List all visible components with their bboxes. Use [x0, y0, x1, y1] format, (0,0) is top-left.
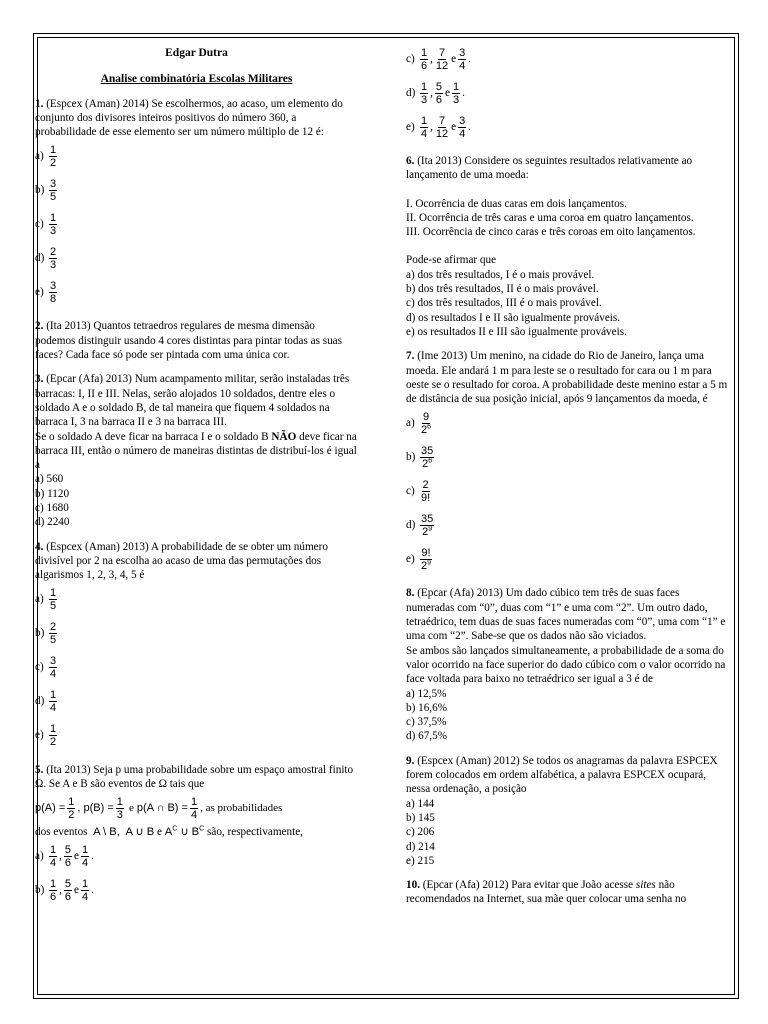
- denominator: 5: [50, 634, 57, 647]
- denominator: 4: [190, 808, 198, 821]
- period: .: [91, 884, 94, 897]
- conjunction: e: [74, 884, 80, 897]
- fraction: [49, 144, 57, 169]
- denominator: 4: [82, 856, 89, 869]
- conjunction: e: [451, 120, 457, 133]
- numerator: 35: [421, 512, 434, 525]
- numerator: 3: [50, 177, 57, 190]
- q3-option-a: a) 560: [35, 473, 64, 486]
- q4-option-d: [35, 685, 358, 719]
- question-9: [406, 754, 728, 868]
- option-label: c): [35, 661, 44, 674]
- period: .: [91, 850, 94, 863]
- fraction: [435, 47, 449, 72]
- denominator: 4: [459, 59, 466, 72]
- numerator: 1: [421, 114, 428, 127]
- fraction: [420, 81, 428, 106]
- option-label: d): [35, 252, 45, 265]
- denominator: 3: [116, 808, 123, 821]
- option-label: c): [406, 52, 415, 65]
- fraction: [116, 796, 124, 821]
- option-label: a): [35, 850, 44, 863]
- q7-option-c: [406, 474, 728, 508]
- fraction: [435, 115, 449, 140]
- option-label: a): [35, 593, 44, 606]
- q1-option-d: [35, 241, 358, 275]
- q3-option-b: b) 1120: [35, 487, 70, 500]
- exponent: 6: [427, 423, 432, 431]
- document-subtitle: Analise combinatória Escolas Militares: [100, 73, 293, 86]
- denominator: 3: [421, 93, 428, 106]
- fraction: [435, 81, 443, 106]
- question-number: 4.: [35, 540, 44, 553]
- numerator: 3: [459, 114, 466, 127]
- question-number: 10.: [406, 879, 420, 892]
- denominator: 6: [50, 890, 57, 903]
- base: 2: [421, 423, 428, 436]
- numerator: 1: [421, 46, 428, 59]
- question-number: 3.: [35, 373, 44, 386]
- question-6: [406, 154, 728, 339]
- q6-option-d: d) os resultados I e II são igualmente prováveis.: [406, 311, 621, 324]
- event-complement-union: [165, 826, 204, 838]
- numerator: 1: [50, 723, 57, 736]
- denominator: 4: [82, 890, 89, 903]
- q1-options: [35, 139, 358, 309]
- fraction: [64, 844, 72, 869]
- question-number: 5.: [35, 763, 44, 776]
- fraction: [81, 878, 89, 903]
- denominator: 2: [50, 156, 57, 169]
- numerator: 3: [459, 46, 466, 59]
- denominator: 6: [64, 856, 72, 869]
- question-text: (Espcex (Aman) 2012) Se todos os anagramas da palavra ESPCEX forem colocados em ordem alfabética, a palavra ESPCEX ocupará, nessa ordenação, a posição: [406, 754, 718, 796]
- question-3: [35, 372, 358, 529]
- q1-option-b: [35, 173, 358, 207]
- q3-option-c: c) 1680: [35, 502, 69, 515]
- denominator: 8: [50, 292, 57, 305]
- question-text: (Ime 2013) Um menino, na cidade do Rio de Janeiro, lança uma moeda. Ele andará 1 m para leste se o resultado for cara ou 1 m para oeste se o resultado for coroa. A probabilidade deste menino estar a 5 m de distância de sua posição inicial, após 9 lançamentos da moeda, é: [406, 350, 728, 406]
- question-text: não recomendados na Internet, sua mãe quer colocar uma senha no: [406, 879, 687, 906]
- events-suffix: são, respectivamente,: [204, 826, 303, 839]
- numerator: 2: [50, 621, 57, 634]
- question-number: 2.: [35, 320, 44, 333]
- emphasis-not: NÃO: [271, 430, 297, 443]
- union-b: ∪ B: [177, 826, 200, 839]
- formula-tail: , as probabilidades: [200, 801, 283, 814]
- q5-option-b: b) $\frac{1}{6}$ , $\frac{5}{6}$ e $\frac{1}{4}$ .: [35, 877, 94, 903]
- numerator: 7: [438, 46, 446, 59]
- denominator: 3: [50, 224, 57, 237]
- q9-option-c: c) 206: [406, 826, 435, 839]
- fraction: [458, 115, 466, 140]
- numerator: 1: [116, 795, 123, 808]
- fraction: [64, 878, 72, 903]
- q4-option-b: [35, 617, 358, 651]
- q6-option-c: c) dos três resultados, III é o mais provável.: [406, 297, 602, 310]
- option-label: e): [406, 120, 415, 133]
- numerator: 1: [50, 211, 57, 224]
- event-a-minus-b: A \ B,: [93, 826, 120, 839]
- numerator: 1: [50, 143, 57, 156]
- numerator: 1: [453, 80, 460, 93]
- question-text: Se o soldado A deve ficar na barraca I e o soldado B: [35, 430, 272, 443]
- base: 9!: [421, 491, 431, 504]
- question-text: (Epcar (Afa) 2013) Um dado cúbico tem três de suas faces numeradas com “0”, duas com “1” e uma com “2”. Um outro dado, tetraédrico, tem duas de suas faces numeradas com “0”, uma com “1” e uma com “2”. Sabe-se que os dados não são viciados.: [406, 587, 726, 643]
- fraction: [49, 723, 57, 748]
- q9-option-e: e) 215: [406, 854, 435, 867]
- denominator: 12: [435, 59, 449, 72]
- fraction: [49, 844, 57, 869]
- exponent: 6: [428, 457, 433, 465]
- option-label: b): [35, 627, 45, 640]
- q1-option-c: [35, 207, 358, 241]
- option-label: c): [406, 485, 415, 498]
- fraction: [420, 513, 434, 538]
- fraction: [458, 47, 466, 72]
- question-number: 1.: [35, 97, 44, 110]
- q7-option-d: [406, 508, 728, 542]
- denominator: [421, 526, 433, 538]
- q5-events-line: [35, 825, 358, 839]
- question-text: (Espcex (Aman) 2013) A probabilidade de se obter um número divisível por 2 na escolha ao acaso de uma das permutações dos algarismos 1, 2, 3, 4, 5 é: [35, 540, 328, 582]
- option-label: e): [406, 553, 415, 566]
- fraction: [49, 655, 57, 680]
- fraction: [49, 689, 57, 714]
- q8-option-c: c) 37,5%: [406, 716, 447, 729]
- numerator: 35: [421, 444, 434, 457]
- q5-option-c: c) $\frac{1}{6}$ , $\frac{7}{12}$ e $\frac{3}{4}$ .: [406, 46, 472, 72]
- fraction: [49, 878, 57, 903]
- q6-item-3: III. Ocorrência de cinco caras e três coroas em oito lançamentos.: [406, 226, 696, 239]
- question-7: [406, 349, 728, 576]
- denominator: 5: [50, 600, 57, 613]
- exponent: 9: [428, 525, 433, 533]
- denominator: [420, 492, 431, 504]
- numerator: 1: [50, 877, 57, 890]
- conjunction: e: [128, 801, 134, 814]
- fraction: [452, 81, 460, 106]
- question-8: [406, 586, 728, 743]
- numerator: 5: [64, 877, 72, 890]
- fraction: [420, 547, 432, 572]
- events-prefix: dos eventos: [35, 826, 88, 839]
- numerator: 1: [421, 80, 428, 93]
- question-number: 8.: [406, 587, 415, 600]
- exponent: 9: [427, 559, 432, 567]
- fraction: [49, 621, 57, 646]
- fraction: [420, 445, 434, 470]
- fraction: [67, 796, 75, 821]
- left-column: [35, 42, 358, 907]
- fraction: [420, 479, 431, 504]
- denominator: 12: [435, 127, 449, 140]
- numerator: 9!: [421, 546, 431, 559]
- q5-option-e: e) $\frac{1}{4}$ , $\frac{7}{12}$ e $\frac{3}{4}$ .: [406, 114, 472, 140]
- q4-option-e: [35, 719, 358, 753]
- period: .: [462, 86, 465, 99]
- option-label: e): [35, 729, 44, 742]
- question-number: 7.: [406, 350, 415, 363]
- option-label: d): [406, 519, 416, 532]
- fraction: [420, 115, 428, 140]
- base: 2: [422, 457, 429, 470]
- event-a-union-b: A ∪ B: [125, 826, 155, 839]
- denominator: 6: [421, 59, 428, 72]
- formula-pA: p(A) =: [35, 801, 66, 814]
- fraction: [81, 844, 89, 869]
- q8-option-a: a) 12,5%: [406, 687, 447, 700]
- formula-pAB: p(A ∩ B) =: [136, 801, 188, 814]
- question-text: (Epcar (Afa) 2013) Num acampamento militar, serão instaladas três barracas: I, II e III. Nelas, serão alojados 10 soldados, dentre eles o soldado A e o soldado B, de tal maneira que fiquem 4 soldados na barraca I, 3 na barraca II e 3 na barraca III.: [35, 373, 350, 429]
- set-a: A: [164, 826, 173, 839]
- question-1: [35, 97, 358, 310]
- numerator: 1: [82, 843, 89, 856]
- fraction: [190, 796, 198, 821]
- q4-option-a: [35, 583, 358, 617]
- numerator: 1: [50, 689, 57, 702]
- option-label: d): [35, 695, 45, 708]
- question-text: (Epcar (Afa) 2012) Para evitar que João acesse: [422, 879, 636, 892]
- q6-option-e: e) os resultados II e III são igualmente prováveis.: [406, 325, 627, 338]
- numerator: 1: [68, 795, 75, 808]
- question-text: deve ficar na barraca III, então o número de maneiras distintas de distribuí-los é igual a: [35, 430, 357, 472]
- option-label: c): [35, 218, 44, 231]
- right-column: [406, 42, 728, 907]
- question-text: (Espcex (Aman) 2014) Se escolhermos, ao acaso, um elemento do conjunto dos divisores inteiros positivos do número 360, a probabilidade de esse elemento ser um número múltiplo de 12 é:: [35, 97, 343, 139]
- question-4: [35, 540, 358, 753]
- numerator: 1: [82, 877, 89, 890]
- question-text: (Ita 2013) Seja p uma probabilidade sobre um espaço amostral finito Ω. Se A e B são eventos de Ω tais que: [35, 763, 354, 790]
- fraction: [49, 587, 57, 612]
- conjunction: e: [74, 850, 80, 863]
- numerator: 9: [422, 410, 430, 423]
- q5-option-a: a) $\frac{1}{4}$ , $\frac{5}{6}$ e $\frac{1}{4}$ .: [35, 843, 94, 869]
- numerator: 1: [50, 843, 57, 856]
- question-text: (Ita 2013) Quantos tetraedros regulares de mesma dimensão podemos distinguir usando 4 cores distintas para pintar todas as suas faces? Cada face só pode ser pintada com uma única cor.: [35, 320, 342, 362]
- denominator: [420, 560, 432, 572]
- denominator: 6: [435, 93, 443, 106]
- numerator: 5: [435, 80, 443, 93]
- denominator: 4: [50, 702, 57, 715]
- numerator: 5: [64, 843, 72, 856]
- period: .: [468, 120, 472, 133]
- fraction: [49, 212, 57, 237]
- q3-option-d: d) 2240: [35, 516, 70, 529]
- option-label: b): [35, 184, 45, 197]
- q1-option-e: [35, 275, 358, 309]
- option-label: b): [406, 451, 416, 464]
- formula-pB: p(B) =: [83, 801, 114, 814]
- denominator: 4: [421, 127, 428, 140]
- denominator: 3: [50, 258, 57, 271]
- q6-item-2: II. Ocorrência de três caras e uma coroa em quatro lançamentos.: [406, 211, 694, 224]
- question-text: Se ambos são lançados simultaneamente, a probabilidade de a soma do valor ocorrido na face superior do dado cúbico com o valor ocorrido na face voltada para baixo no tetraédrico ser igual a 3 é de: [406, 644, 726, 686]
- option-label: d): [406, 86, 416, 99]
- fraction: [49, 280, 57, 305]
- fraction: [49, 178, 57, 203]
- question-number: 9.: [406, 754, 415, 767]
- q7-option-e: [406, 542, 728, 576]
- denominator: 4: [50, 856, 57, 869]
- question-2: [35, 319, 358, 362]
- option-label: a): [406, 417, 415, 430]
- denominator: 5: [50, 190, 57, 203]
- author-name: Edgar Dutra: [165, 47, 228, 59]
- q8-option-d: d) 67,5%: [406, 730, 448, 743]
- option-label: b): [35, 884, 45, 897]
- numerator: 2: [422, 478, 429, 491]
- denominator: 2: [50, 736, 57, 749]
- question-5: [35, 763, 358, 908]
- denominator: 2: [68, 808, 75, 821]
- q5-option-d: d) $\frac{1}{3}$ , $\frac{5}{6}$ e $\frac{1}{3}$ .: [406, 80, 465, 106]
- denominator: 4: [50, 668, 57, 681]
- q7-option-b: [406, 440, 728, 474]
- q6-option-a: a) dos três resultados, I é o mais provável.: [406, 268, 595, 281]
- denominator: 3: [453, 93, 460, 106]
- base: 2: [421, 559, 428, 572]
- q9-option-d: d) 214: [406, 840, 435, 853]
- complement-mark: C: [172, 825, 178, 833]
- option-label: e): [35, 286, 44, 299]
- q4-option-c: [35, 651, 358, 685]
- question-10: [406, 878, 728, 907]
- denominator: 6: [64, 890, 72, 903]
- fraction: [420, 411, 432, 436]
- q9-option-b: b) 145: [406, 811, 435, 824]
- q1-option-a: [35, 139, 358, 173]
- numerator: 2: [50, 245, 57, 258]
- q8-option-b: b) 16,6%: [406, 701, 448, 714]
- emphasis-sites: sites: [635, 879, 656, 892]
- fraction: [49, 246, 57, 271]
- conjunction: e: [445, 86, 451, 99]
- q6-prompt: Pode-se afirmar que: [406, 254, 497, 267]
- base: 2: [422, 525, 429, 538]
- question-text: (Ita 2013) Considere os seguintes resultados relativamente ao lançamento de uma moeda:: [406, 155, 693, 182]
- conjunction: e: [156, 826, 162, 839]
- numerator: 1: [50, 587, 57, 600]
- conjunction: e: [451, 52, 457, 65]
- q6-option-b: b) dos três resultados, II é o mais provável.: [406, 283, 599, 296]
- q5-probabilities-formula: p(A) = $\frac{1}{2}$ , p(B) = $\frac{1}{3}$ e p(A ∩ B) = $\frac{1}{4}$ , as probabilidades: [35, 795, 283, 821]
- denominator: [420, 424, 432, 436]
- numerator: 1: [190, 795, 198, 808]
- q9-option-a: a) 144: [406, 797, 435, 810]
- complement-mark: C: [199, 825, 205, 833]
- denominator: [421, 458, 433, 470]
- option-label: a): [35, 150, 44, 163]
- period: .: [468, 52, 472, 65]
- denominator: 4: [459, 127, 466, 140]
- fraction: [420, 47, 428, 72]
- q6-item-1: I. Ocorrência de duas caras em dois lançamentos.: [406, 197, 627, 210]
- numerator: 3: [50, 279, 57, 292]
- numerator: 3: [50, 655, 57, 668]
- q7-option-a: [406, 406, 728, 440]
- numerator: 7: [438, 114, 446, 127]
- question-number: 6.: [406, 155, 415, 167]
